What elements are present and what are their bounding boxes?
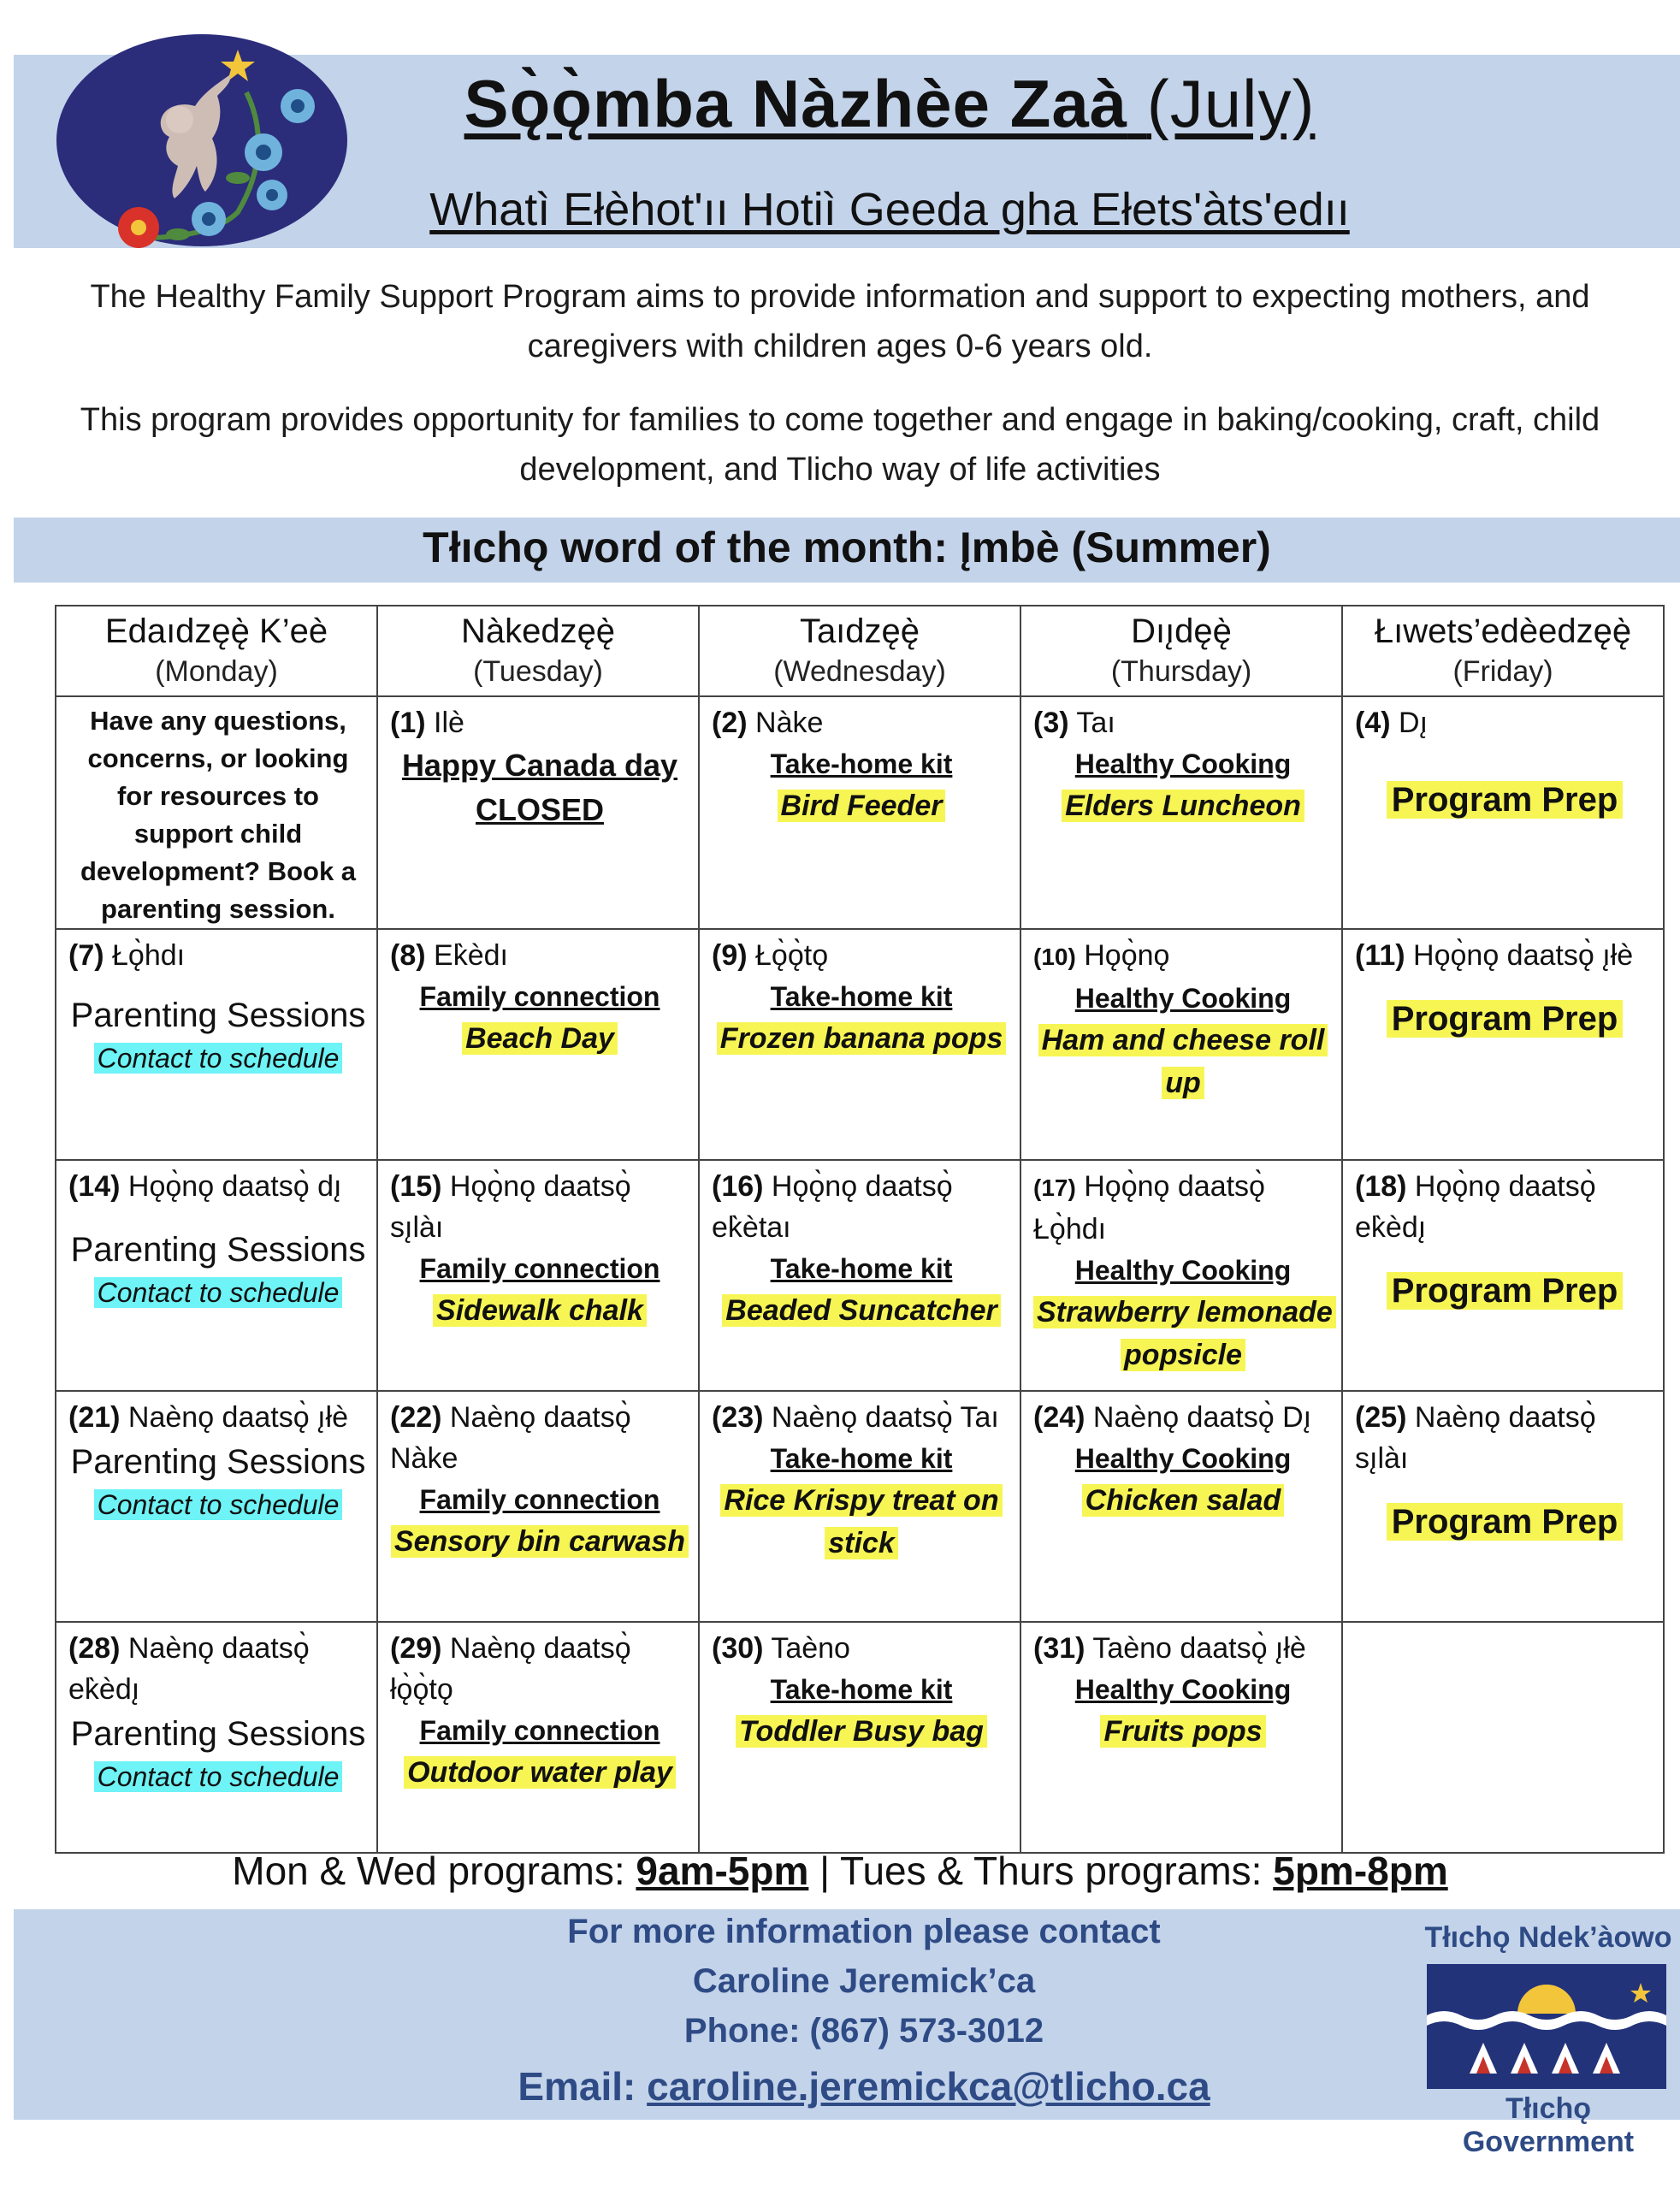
word-of-month: Tłıchǫ word of the month: Įmbè (Summer) [423,524,1271,571]
category-label: Take-home kit [770,748,953,779]
activity-label: Outdoor water play [404,1756,676,1789]
contact-to-schedule-label: Contact to schedule [94,1761,343,1792]
day-tlicho-name: Naènǫ daatsǫ̀ ek̀èdı̨ [68,1632,310,1706]
activity-label: Beach Day [462,1022,618,1055]
category-label: Family connection [419,1253,660,1284]
activity-label: Frozen banana pops [717,1022,1007,1055]
day-english: (Tuesday) [473,655,603,688]
activity-label: Toddler Busy bag [736,1715,987,1748]
calendar-cell-1 [377,696,699,929]
day-tlicho-name: Naènǫ daatsǫ̀ Taı [771,1401,999,1434]
calendar-cell-25 [1342,1391,1664,1622]
contact-name: Caroline Jeremick’ca [692,1962,1036,2000]
activity-label: Beaded Suncatcher [722,1294,1000,1327]
day-number: (9) [712,939,748,972]
day-name: Dıı̨dęę̀ [1131,612,1232,650]
day-label [1355,1397,1654,1479]
day-number: (2) [712,707,748,739]
tue-thu-time: 5pm-8pm [1273,1849,1448,1893]
day-english: (Friday) [1452,655,1553,688]
category-label: Take-home kit [770,1253,953,1284]
intro-paragraph-1: The Healthy Family Support Program aims to provide information and support to expecting mothers, and caregivers with children ages 0-6 years old. [90,279,1590,364]
contact-email [282,2063,1446,2109]
calendar-cell-28 [56,1622,377,1853]
day-label [68,1628,368,1710]
calendar-cell-21 [56,1391,377,1622]
day-number: (18) [1355,1170,1407,1203]
calendar-cell-16 [699,1160,1020,1391]
day-label [712,1628,1011,1669]
day-tlicho-name: Nàke [755,707,824,739]
day-number: (28) [68,1632,121,1665]
mon-wed-label: Mon & Wed programs: [232,1849,625,1893]
mon-wed-time: 9am-5pm [636,1849,809,1893]
calendar-cell-10 [1020,929,1342,1160]
category-label: Healthy Cooking [1074,1674,1292,1705]
day-tlicho-name: Łǫ̀ǫ̀tǫ [755,939,829,972]
tlicho-flag-logo [1427,1964,1666,2089]
day-header-thursday [1020,606,1342,696]
government-name-tlicho: Tłıchǫ Ndek’àowo [1424,1921,1672,1954]
day-label [1355,1166,1654,1248]
calendar-cell-31 [1020,1622,1342,1853]
activity-label: Strawberry lemonade popsicle [1033,1296,1336,1371]
day-tlicho-name: Hǫǫ̀nǫ daatsǫ̀ sı̨làı [390,1170,631,1244]
day-label [712,702,1011,743]
category-label: Family connection [419,1715,660,1746]
contact-to-schedule-label: Contact to schedule [94,1489,343,1520]
day-name: Edaıdzęę̀ K’eè [104,612,328,650]
parenting-sessions-label: Parenting Sessions [70,997,366,1034]
day-number: (8) [390,939,426,972]
day-label [390,1166,689,1248]
calendar-cell-2 [699,696,1020,929]
holiday-label: Happy Canada day [401,748,678,783]
day-label [390,702,689,743]
calendar-cell-29 [377,1622,699,1853]
calendar-cell-9 [699,929,1020,1160]
day-tlicho-name: Ek̀èdı [434,939,508,972]
category-label: Take-home kit [770,1443,953,1474]
title-main: Sǫ̀ǫ̀mba Nàzhèe Zaà [464,66,1128,141]
day-number: (24) [1033,1401,1085,1434]
day-label [712,1166,1011,1248]
contact-to-schedule-label: Contact to schedule [94,1043,343,1074]
day-tlicho-name: Hǫǫ̀nǫ daatsǫ̀ Łǫ̀hdı [1033,1170,1265,1245]
day-name: Nàkedzęę̀ [460,612,616,650]
day-label [68,1397,368,1438]
activity-label: Elders Luncheon [1062,790,1304,822]
day-header-wednesday [699,606,1020,696]
contact-intro: For more information please contact [567,1913,1161,1950]
day-label [1355,935,1654,976]
category-label: Family connection [419,981,660,1012]
day-tlicho-name: Hǫǫ̀nǫ [1084,939,1170,972]
day-label [1033,1397,1333,1438]
activity-label: Sidewalk chalk [433,1294,647,1327]
day-label [1033,702,1333,743]
calendar-cell-17 [1020,1160,1342,1391]
category-label: Take-home kit [770,981,953,1012]
calendar-cell-24 [1020,1391,1342,1622]
day-number: (10) [1033,944,1076,970]
day-number: (3) [1033,707,1069,739]
day-tlicho-name: Hǫǫ̀nǫ daatsǫ̀ ı̨łè [1413,939,1634,972]
calendar-table [55,605,1665,1854]
category-label: Healthy Cooking [1074,748,1292,779]
calendar-cell-note [56,696,377,929]
day-tlicho-name: Taèno daatsǫ̀ ı̨łè [1092,1632,1306,1665]
day-number: (17) [1033,1174,1076,1201]
day-number: (4) [1355,707,1391,739]
day-number: (25) [1355,1401,1407,1434]
program-logo [50,24,358,263]
program-prep-label: Program Prep [1387,781,1624,819]
parenting-sessions-label: Parenting Sessions [70,1443,366,1481]
category-label: Healthy Cooking [1074,1443,1292,1474]
day-tlicho-name: Taı [1076,707,1115,739]
day-tlicho-name: Hǫǫ̀nǫ daatsǫ̀ dı̨ [127,1170,342,1203]
category-label: Family connection [419,1484,660,1515]
day-number: (23) [712,1401,764,1434]
day-tlicho-name: Taèno [771,1632,850,1665]
day-tlicho-name: Naènǫ daatsǫ̀ łǫ̀ǫ̀tǫ [390,1632,631,1706]
calendar-cell-23 [699,1391,1020,1622]
day-number: (21) [68,1401,121,1434]
activity-label: Rice Krispy treat on stick [720,1484,1002,1559]
calendar-cell-4 [1342,696,1664,929]
day-header-monday [56,606,377,696]
calendar-cell-14 [56,1160,377,1391]
day-label [1033,935,1333,978]
calendar-cell-30 [699,1622,1020,1853]
day-label [68,935,368,976]
day-english: (Monday) [155,655,278,688]
day-english: (Wednesday) [773,655,946,688]
activity-label: Fruits pops [1100,1715,1265,1748]
category-label: Healthy Cooking [1074,983,1292,1014]
calendar-cell-22 [377,1391,699,1622]
day-tlicho-name: Hǫǫ̀nǫ daatsǫ̀ ek̀ètaı [712,1170,953,1244]
activity-label: Bird Feeder [778,790,946,822]
day-number: (22) [390,1401,442,1434]
day-tlicho-name: Dı̨ [1399,707,1429,739]
hours-separator: | [819,1849,831,1893]
calendar-cell-18 [1342,1160,1664,1391]
activity-label: Chicken salad [1082,1484,1285,1517]
day-label [390,935,689,976]
activity-label: Ham and cheese roll up [1038,1024,1328,1099]
day-label [1033,1166,1333,1250]
email-link[interactable]: caroline.jeremickca@tlicho.ca [647,2064,1210,2109]
day-tlicho-name: Ilè [434,707,464,739]
day-number: (16) [712,1170,764,1203]
intro-paragraph-2: This program provides opportunity for families to come together and engage in baking/cooking, craft, child development, and Tlicho way of life activities [80,402,1600,488]
contact-to-schedule-label: Contact to schedule [94,1277,343,1308]
government-name-english: Tłıchǫ Government [1462,2092,1635,2158]
email-label: Email: [518,2064,636,2109]
day-number: (30) [712,1632,764,1665]
day-number: (1) [390,707,426,739]
day-tlicho-name: Naènǫ daatsǫ̀ sı̨làı [1355,1401,1596,1475]
day-label [390,1397,689,1479]
title-month: (July) [1146,66,1316,141]
category-label: Healthy Cooking [1074,1255,1292,1286]
category-label: Take-home kit [770,1674,953,1705]
activity-label: Sensory bin carwash [391,1525,689,1558]
day-tlicho-name: Naènǫ daatsǫ̀ Dı̨ [1092,1401,1312,1434]
day-number: (15) [390,1170,442,1203]
contact-phone: Phone: (867) 573-3012 [683,2012,1044,2050]
program-prep-label: Program Prep [1387,1272,1624,1310]
day-header-friday [1342,606,1664,696]
page-title [359,65,1420,143]
day-label [68,1166,368,1207]
calendar-cell-15 [377,1160,699,1391]
day-number: (14) [68,1170,121,1203]
parenting-sessions-label: Parenting Sessions [70,1231,366,1269]
day-name: Taıdzęę̀ [799,612,920,650]
day-number: (31) [1033,1632,1085,1665]
calendar-cell-empty [1342,1622,1664,1853]
day-number: (7) [68,939,104,972]
day-label [1033,1628,1333,1669]
tue-thu-label: Tues & Thurs programs: [840,1849,1263,1893]
day-label [390,1628,689,1710]
parenting-note: Have any questions, concerns, or looking for resources to support child development? Book a parenting session. [80,706,357,924]
page-subtitle: Whatì Ełèhot'ıı Hotiì Geeda gha Ełets'àts'edıı [429,184,1350,235]
calendar-cell-7 [56,929,377,1160]
day-english: (Thursday) [1110,655,1252,688]
calendar-cell-3 [1020,696,1342,929]
day-label [712,935,1011,976]
day-number: (11) [1355,939,1405,972]
parenting-sessions-label: Parenting Sessions [70,1715,366,1753]
day-number: (29) [390,1632,442,1665]
day-tlicho-name: Łǫ̀hdı [112,939,186,972]
calendar-cell-11 [1342,929,1664,1160]
day-name: Łıwets’edèedzęę̀ [1374,612,1632,650]
day-tlicho-name: Naènǫ daatsǫ̀ ı̨łè [127,1401,348,1434]
program-prep-label: Program Prep [1387,1503,1624,1541]
closed-label: CLOSED [475,792,604,827]
day-tlicho-name: Hǫǫ̀nǫ daatsǫ̀ ek̀èdı̨ [1355,1170,1596,1244]
day-label [1355,702,1654,743]
calendar-cell-8 [377,929,699,1160]
day-label [712,1397,1011,1438]
day-header-tuesday [377,606,699,696]
program-hours [0,1848,1680,1894]
program-prep-label: Program Prep [1387,1000,1624,1038]
day-tlicho-name: Naènǫ daatsǫ̀ Nàke [390,1401,631,1475]
